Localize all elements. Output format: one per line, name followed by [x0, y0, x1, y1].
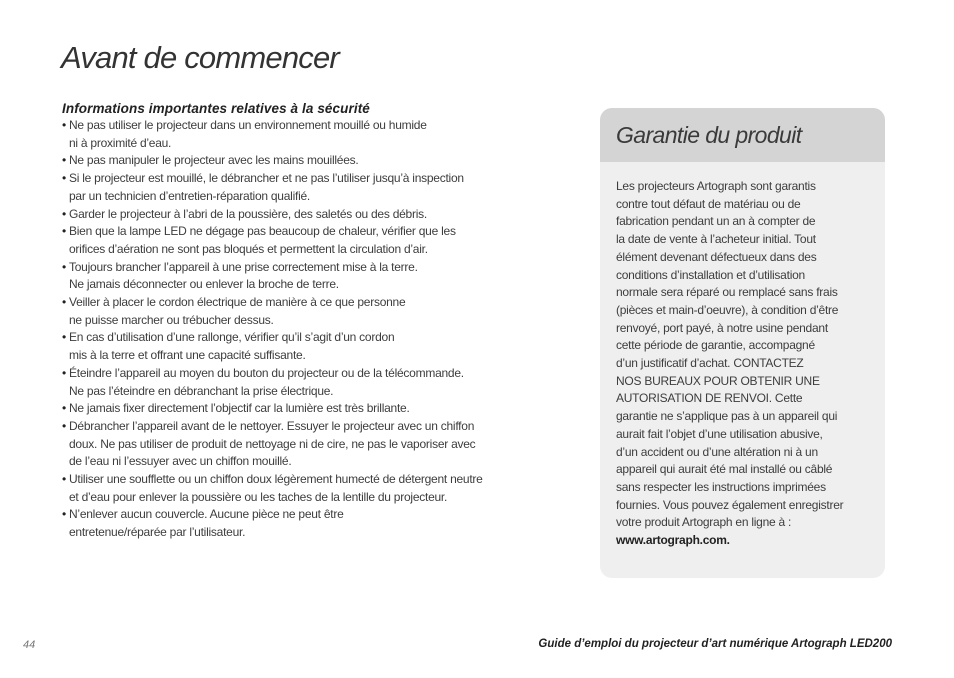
- safety-item-line: • En cas d’utilisation d’une rallonge, vérifier qu’il s’agit d’un cordon: [69, 330, 395, 345]
- warranty-text-line: renvoyé, port payé, à notre usine pendant: [616, 320, 828, 335]
- safety-item-line: entretenue/réparée par l’utilisateur.: [69, 525, 246, 540]
- warranty-box: [600, 108, 885, 578]
- safety-item-line: doux. Ne pas utiliser de produit de nettoyage ni de cire, ne pas le vaporiser avec: [69, 436, 476, 451]
- safety-section: [62, 101, 532, 542]
- safety-list-item: [62, 471, 532, 506]
- safety-item-line: • N’enlever aucun couvercle. Aucune pièce ne peut être: [69, 507, 344, 522]
- safety-item-line: de l’eau ni l’essuyer avec un chiffon mouillé.: [69, 454, 292, 469]
- warranty-text-line: contre tout défaut de matériau ou de: [616, 196, 801, 211]
- safety-item-line: Ne jamais déconnecter ou enlever la broche de terre.: [69, 277, 339, 292]
- warranty-text-line: garantie ne s’applique pas à un appareil qui: [616, 409, 838, 424]
- warranty-text-line: d’un accident ou d’une altération ni à un: [616, 444, 818, 459]
- warranty-text-line: fabrication pendant un an à compter de: [616, 214, 816, 229]
- safety-list-item: [62, 223, 532, 258]
- warranty-text-line: la date de vente à l’acheteur initial. Tout: [616, 232, 816, 247]
- footer-title: Guide d’emploi du projecteur d’art numérique Artograph LED200: [538, 638, 892, 650]
- safety-item-line: mis à la terre et offrant une capacité suffisante.: [69, 348, 306, 363]
- safety-list-item: [62, 117, 532, 152]
- safety-item-line: • Ne jamais fixer directement l’objectif car la lumière est très brillante.: [69, 401, 410, 416]
- warranty-text-line: votre produit Artograph en ligne à :: [616, 515, 792, 530]
- safety-list-item: [62, 294, 532, 329]
- warranty-text-line: aurait fait l’objet d’une utilisation abusive,: [616, 426, 823, 441]
- safety-list-item: [62, 400, 532, 418]
- safety-item-line: • Veiller à placer le cordon électrique de manière à ce que personne: [69, 295, 406, 310]
- safety-list-item: [62, 365, 532, 400]
- safety-list-item: [62, 259, 532, 294]
- safety-item-line: par un technicien d’entretien-réparation qualifié.: [69, 188, 310, 203]
- warranty-link[interactable]: www.artograph.com.: [616, 533, 730, 548]
- page-number: 44: [23, 639, 36, 651]
- safety-item-line: • Ne pas utiliser le projecteur dans un environnement mouillé ou humide: [69, 118, 427, 132]
- safety-item-line: ni à proximité d’eau.: [69, 135, 172, 150]
- warranty-text-line: AUTORISATION DE RENVOI. Cette: [616, 391, 803, 406]
- warranty-body: [600, 162, 885, 550]
- warranty-text-line: conditions d’installation et d’utilisation: [616, 267, 805, 282]
- safety-list-item: [62, 206, 532, 224]
- safety-item-line: Ne pas l’éteindre en débranchant la prise électrique.: [69, 383, 334, 398]
- safety-item-line: • Bien que la lampe LED ne dégage pas beaucoup de chaleur, vérifier que les: [69, 224, 456, 239]
- warranty-text-line: cette période de garantie, accompagné: [616, 338, 815, 353]
- page-title: Avant de commencer: [61, 40, 339, 75]
- warranty-text-line: normale sera réparé ou remplacé sans frais: [616, 285, 838, 300]
- warranty-text-line: sans respecter les instructions imprimées: [616, 479, 826, 494]
- safety-list-item: [62, 152, 532, 170]
- safety-item-line: et d’eau pour enlever la poussière ou les taches de la lentille du projecteur.: [69, 489, 448, 504]
- safety-item-line: • Utiliser une soufflette ou un chiffon doux légèrement humecté de détergent neutre: [69, 472, 483, 487]
- safety-item-line: • Ne pas manipuler le projecteur avec les mains mouillées.: [69, 153, 359, 168]
- warranty-text-line: Les projecteurs Artograph sont garantis: [616, 179, 816, 193]
- warranty-text-line: élément devenant défectueux dans des: [616, 249, 817, 264]
- warranty-title: Garantie du produit: [616, 122, 802, 148]
- safety-heading: Informations importantes relatives à la sécurité: [62, 101, 370, 116]
- safety-item-line: • Débrancher l’appareil avant de le nettoyer. Essuyer le projecteur avec un chiffon: [69, 418, 475, 433]
- warranty-text-line: d’un justificatif d’achat. CONTACTEZ: [616, 356, 804, 371]
- safety-item-line: • Toujours brancher l’appareil à une prise correctement mise à la terre.: [69, 259, 418, 274]
- safety-item-line: • Garder le projecteur à l’abri de la poussière, des saletés ou des débris.: [69, 206, 427, 221]
- safety-list-item: [62, 329, 532, 364]
- safety-list-item: [62, 506, 532, 541]
- safety-list-item: [62, 418, 532, 471]
- safety-item-line: • Éteindre l’appareil au moyen du bouton du projecteur ou de la télécommande.: [69, 365, 464, 380]
- safety-item-line: • Si le projecteur est mouillé, le débrancher et ne pas l’utiliser jusqu’à inspection: [69, 171, 464, 186]
- safety-item-line: ne puisse marcher ou trébucher dessus.: [69, 312, 274, 327]
- warranty-text-line: (pièces et main-d’oeuvre), à condition d’être: [616, 302, 839, 317]
- warranty-text-line: NOS BUREAUX POUR OBTENIR UNE: [616, 373, 820, 388]
- safety-list-item: [62, 170, 532, 205]
- warranty-text-line: fournies. Vous pouvez également enregistrer: [616, 497, 844, 512]
- warranty-text-line: appareil qui aurait été mal installé ou câblé: [616, 462, 833, 477]
- safety-item-line: orifices d’aération ne sont pas bloqués et permettent la circulation d’air.: [69, 241, 428, 256]
- warranty-header: [600, 108, 885, 162]
- safety-list: [62, 117, 532, 542]
